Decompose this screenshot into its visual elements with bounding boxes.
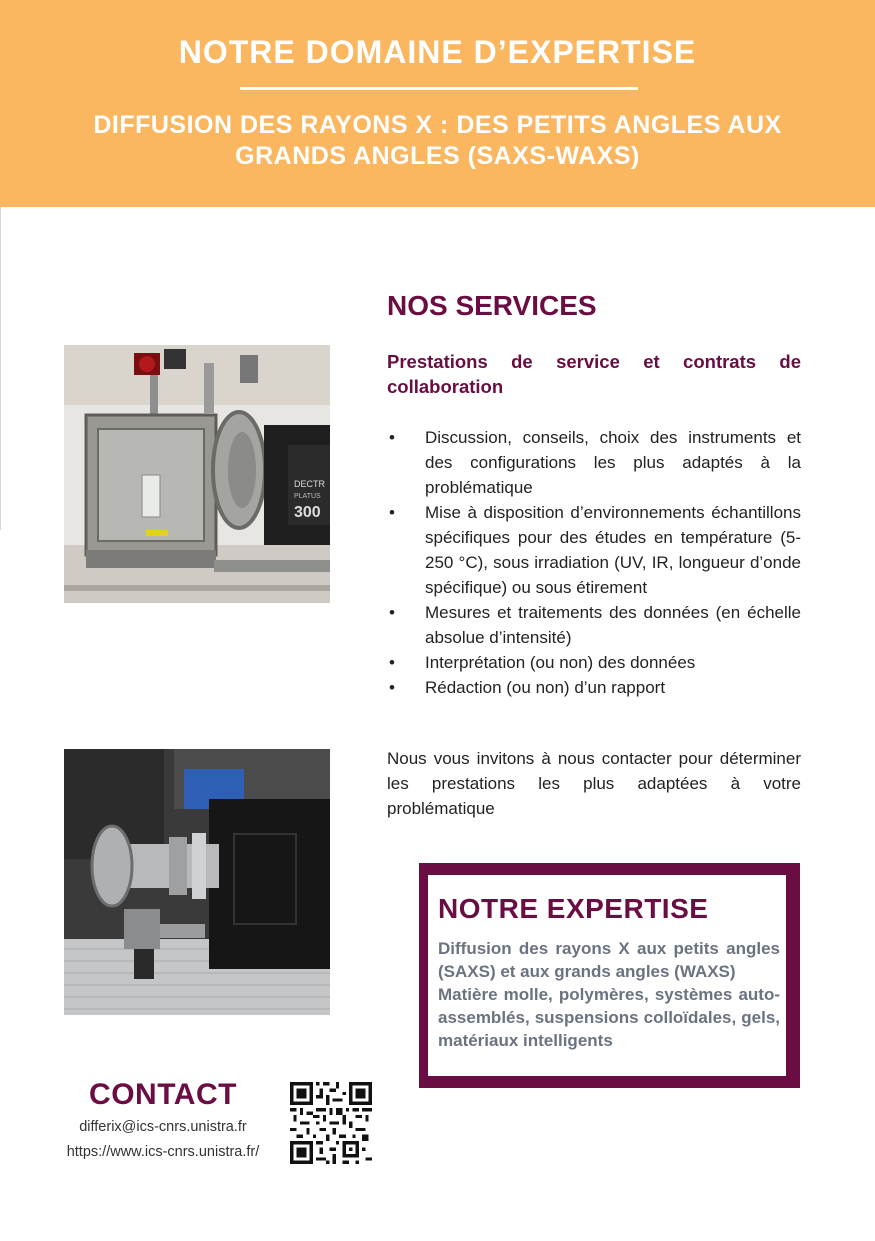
page-subtitle: DIFFUSION DES RAYONS X : DES PETITS ANGLES AUX GRANDS ANGLES (SAXS-WAXS) xyxy=(93,111,782,170)
contact-title: CONTACT xyxy=(89,1078,237,1111)
services-list xyxy=(387,425,801,700)
list-item xyxy=(387,675,801,700)
list-item-text: Discussion, conseils, choix des instruments et des configurations les plus adaptés à la problématique xyxy=(425,428,801,497)
detector-label-1: DECTR xyxy=(294,479,325,489)
services-subtitle-line-1: Prestations de service et contrats de xyxy=(387,351,801,372)
bullet-icon: • xyxy=(389,428,395,447)
expertise-line-1: Diffusion des rayons X aux petits angles (SAXS) et aux grands angles (WAXS) xyxy=(438,939,780,981)
page-title: NOTRE DOMAINE D’EXPERTISE xyxy=(178,34,697,70)
list-item xyxy=(387,425,801,500)
detector-label-2: PLATUS xyxy=(294,493,321,500)
detector-label-3: 300 xyxy=(294,504,321,521)
invitation-text: Nous vous invitons à nous contacter pour déterminer les prestations les plus adaptées à votre problématique xyxy=(387,749,801,818)
photo-saxs-instrument xyxy=(64,345,330,603)
services-title: NOS SERVICES xyxy=(387,290,597,321)
expertise-line-2: Matière molle, polymères, systèmes auto-assemblés, suspensions colloïdales, gels, matériaux intelligents xyxy=(438,985,780,1050)
list-item xyxy=(387,650,801,675)
list-item-text: Interprétation (ou non) des données xyxy=(425,653,696,672)
expertise-text xyxy=(438,937,780,1052)
contact-email[interactable]: differix@ics-cnrs.unistra.fr xyxy=(79,1119,247,1135)
bullet-icon: • xyxy=(389,503,395,522)
list-item xyxy=(387,600,801,650)
contact-url[interactable]: https://www.ics-cnrs.unistra.fr/ xyxy=(66,1144,260,1160)
bullet-icon: • xyxy=(389,603,395,622)
list-item-text: Rédaction (ou non) d’un rapport xyxy=(425,678,666,697)
left-margin-line xyxy=(0,207,1,530)
services-subtitle-line-2: collaboration xyxy=(387,376,504,397)
header-banner xyxy=(0,0,875,207)
list-item xyxy=(387,500,801,600)
qr-code-icon[interactable] xyxy=(290,1082,372,1164)
bullet-icon: • xyxy=(389,653,395,672)
photo-beamline xyxy=(64,749,330,1015)
bullet-icon: • xyxy=(389,678,395,697)
expertise-title: NOTRE EXPERTISE xyxy=(438,893,709,924)
list-item-text: Mesures et traitements des données (en échelle absolue d’intensité) xyxy=(425,603,801,647)
list-item-text: Mise à disposition d’environnements échantillons spécifiques pour des études en température (5-250 °C), sous irradiation (UV, IR, longueur d’onde spécifique) ou sous étirement xyxy=(425,503,801,597)
title-divider xyxy=(240,87,638,90)
